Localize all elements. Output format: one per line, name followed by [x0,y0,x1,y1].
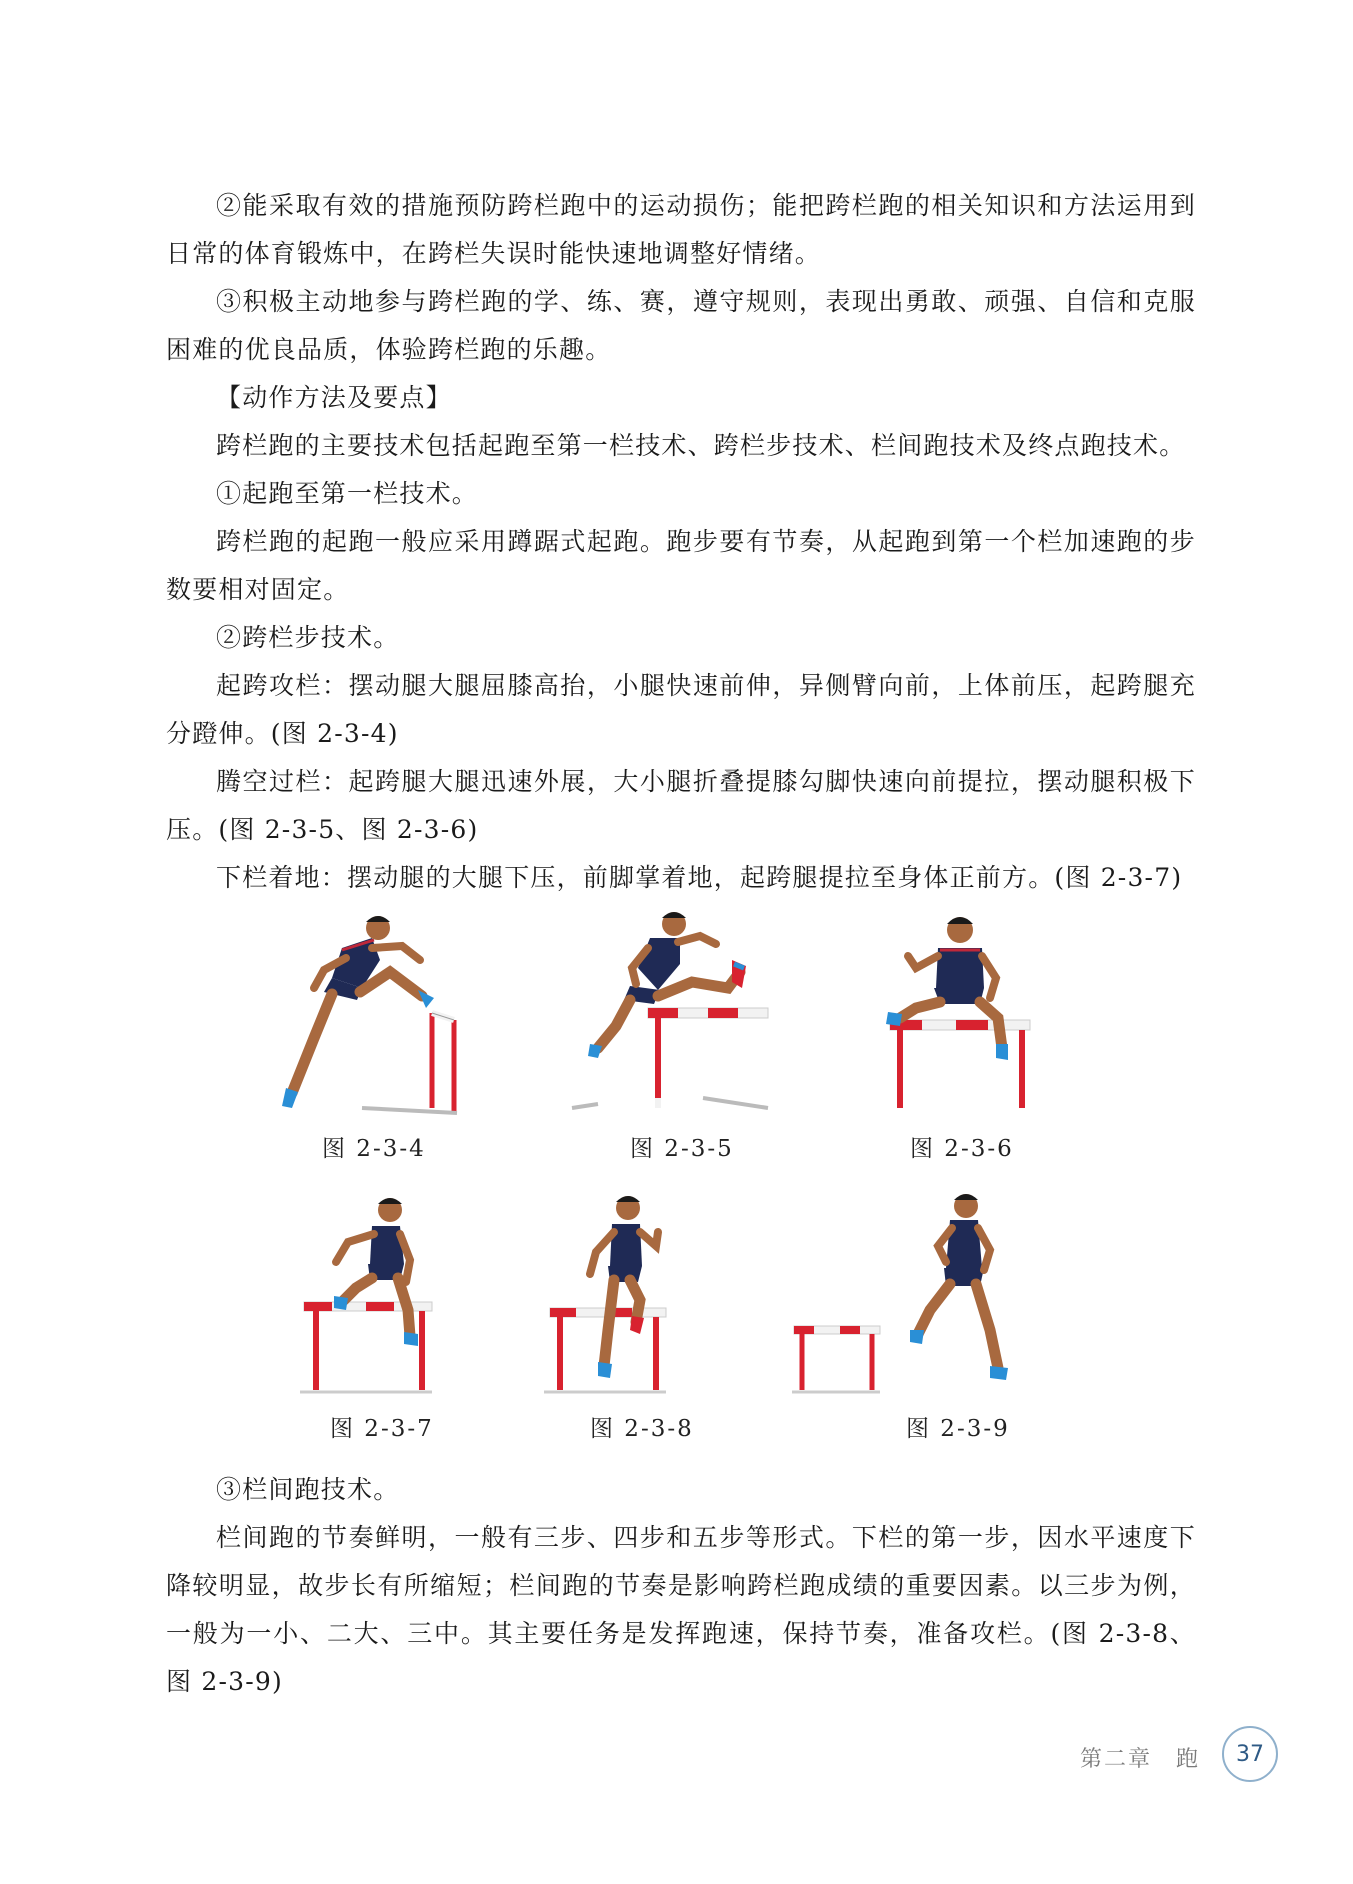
hurdler-photo-first-stride [540,1190,680,1400]
figure-2-3-8 [540,1190,694,1442]
caption-2-3-5: 图 2-3-5 [630,1136,734,1162]
paragraph-objective-2: ②能采取有效的措施预防跨栏跑中的运动损伤；能把跨栏跑的相关知识和方法运用到日常的体育锻炼中，在跨栏失误时能快速地调整好情绪。 [166,191,1196,268]
paragraph-landing: 下栏着地：摆动腿的大腿下压，前脚掌着地，起跨腿提拉至身体正前方。(图 2-3-7) [216,863,1183,892]
figure-2-3-7 [300,1190,440,1442]
hurdler-photo-hurdle-run [790,1190,1020,1400]
section-heading: 【动作方法及要点】 [216,383,452,412]
figure-2-3-9 [790,1190,1020,1442]
figure-2-3-4 [262,908,482,1162]
text-block-bottom [166,1466,1196,1706]
hurdler-photo-landing [300,1190,440,1400]
paragraph-inter-hurdle: 栏间跑的节奏鲜明，一般有三步、四步和五步等形式。下栏的第一步，因水平速度下降较明显，故步长有所缩短；栏间跑的节奏是影响跨栏跑成绩的重要因素。以三步为例，一般为一小、二大、三中。其主要任务是发挥跑速，保持节奏，准备攻栏。(图 2-3-8、图 2-3-9) [166,1523,1196,1696]
footer-chapter-title: 第二章 跑 [1080,1747,1201,1772]
caption-2-3-8: 图 2-3-8 [590,1416,694,1442]
hurdler-photo-flight [568,908,788,1118]
figure-2-3-5 [568,908,788,1162]
paragraph-objective-3: ③积极主动地参与跨栏跑的学、练、赛，遵守规则，表现出勇敢、顽强、自信和克服困难的优良品质，体验跨栏跑的乐趣。 [166,287,1196,364]
hurdler-photo-attack [262,908,482,1118]
caption-2-3-7: 图 2-3-7 [330,1416,434,1442]
caption-2-3-6: 图 2-3-6 [910,1136,1014,1162]
page-number: 37 [1236,1741,1264,1767]
paragraph-attack: 起跨攻栏：摆动腿大腿屈膝高抬，小腿快速前伸，异侧臂向前，上体前压，起跨腿充分蹬伸。(图 2-3-4) [166,671,1196,748]
subheading-start: ①起跑至第一栏技术。 [216,479,479,508]
figure-2-3-6 [880,908,1040,1162]
page-number-badge [1222,1726,1278,1782]
paragraph-start: 跨栏跑的起跑一般应采用蹲踞式起跑。跑步要有节奏，从起跑到第一个栏加速跑的步数要相对固定。 [166,527,1196,604]
paragraph-technique-overview: 跨栏跑的主要技术包括起跑至第一栏技术、跨栏步技术、栏间跑技术及终点跑技术。 [216,431,1186,460]
paragraph-flight: 腾空过栏：起跨腿大腿迅速外展，大小腿折叠提膝勾脚快速向前提拉，摆动腿积极下压。(图 2-3-5、图 2-3-6) [166,767,1196,844]
caption-2-3-9: 图 2-3-9 [906,1416,1010,1442]
subheading-hurdle-step: ②跨栏步技术。 [216,623,400,652]
subheading-inter-hurdle: ③栏间跑技术。 [216,1475,400,1504]
text-block-top [166,182,1196,902]
caption-2-3-4: 图 2-3-4 [322,1136,426,1162]
hurdler-photo-over-hurdle [880,908,1040,1118]
